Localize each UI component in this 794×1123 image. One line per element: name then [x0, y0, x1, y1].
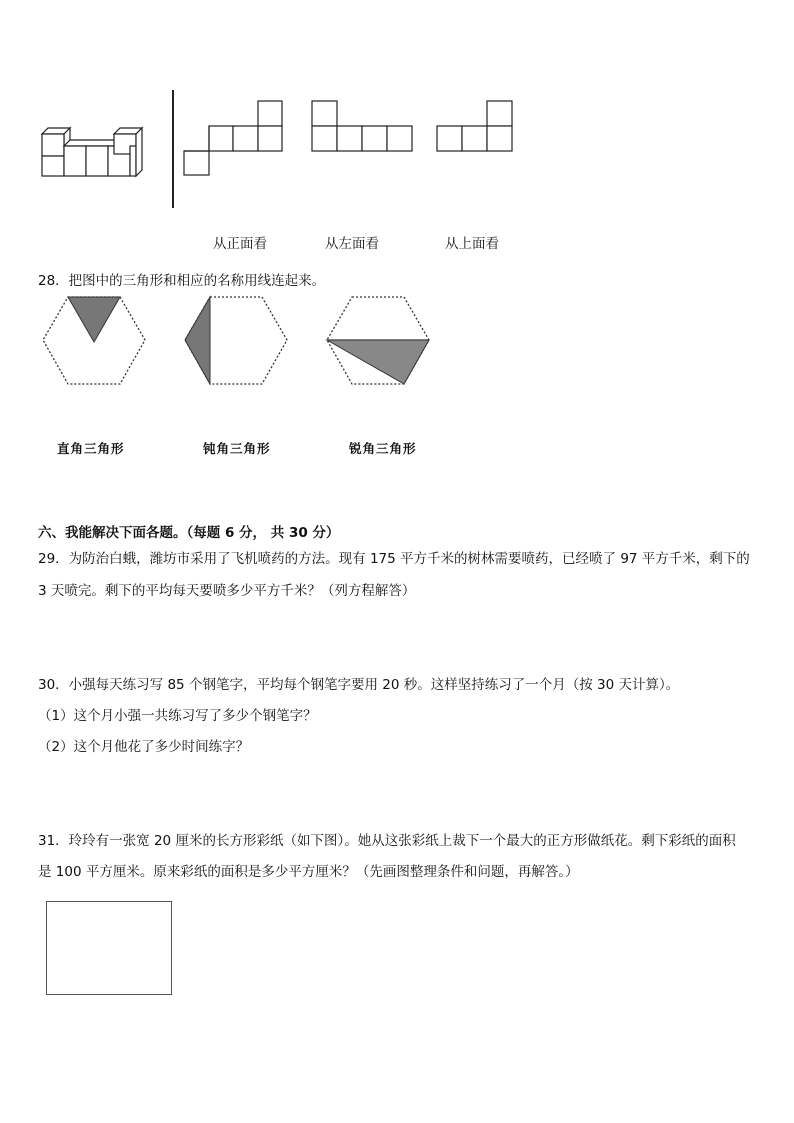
question-30: 30．小强每天练习写 85 个钢笔字，平均每个钢笔字要用 20 秒。这样坚持练习了一个月（按 30 天计算）。: [38, 677, 680, 693]
hexagon-figure-1: [42, 296, 146, 386]
hexagon-figure-3: [326, 296, 430, 386]
section-6-title: 六、我能解决下面各题。（每题 6 分， 共 30 分）: [38, 525, 340, 541]
top-view-grid: [436, 100, 514, 152]
rectangle-paper-figure: [46, 901, 172, 995]
front-view-grid: [183, 100, 283, 176]
view-label-front: 从正面看: [213, 236, 267, 252]
hexagon-figure-2: [184, 296, 288, 386]
view-label-top: 从上面看: [445, 236, 499, 252]
triangle-name-obtuse: 钝角三角形: [203, 441, 271, 456]
left-view-grid: [311, 100, 413, 152]
question-31-line2: 是 100 平方厘米。原来彩纸的面积是多少平方厘米？（先画图整理条件和问题，再解答。）: [38, 864, 579, 880]
question-31-line1: 31．玲玲有一张宽 20 厘米的长方形彩纸（如下图）。她从这张彩纸上裁下一个最大的正方形做纸花。剩下彩纸的面积: [38, 833, 736, 849]
question-30-sub2: （2）这个月他花了多少时间练字？: [38, 739, 250, 755]
question-29-line1: 29．为防治白蛾，潍坊市采用了飞机喷药的方法。现有 175 平方千米的树林需要喷药，已经喷了 97 平方千米，剩下的: [38, 551, 750, 567]
view-label-left: 从左面看: [325, 236, 379, 252]
figure-divider: [172, 90, 174, 208]
triangle-name-acute: 锐角三角形: [349, 441, 417, 456]
question-28: 28．把图中的三角形和相应的名称用线连起来。: [38, 273, 326, 289]
triangle-name-right: 直角三角形: [57, 441, 125, 456]
question-29-line2: 3 天喷完。剩下的平均每天要喷多少平方千米？（列方程解答）: [38, 583, 416, 599]
question-30-sub1: （1）这个月小强一共练习写了多少个钢笔字？: [38, 708, 317, 724]
cube-solid-figure: [40, 124, 160, 180]
